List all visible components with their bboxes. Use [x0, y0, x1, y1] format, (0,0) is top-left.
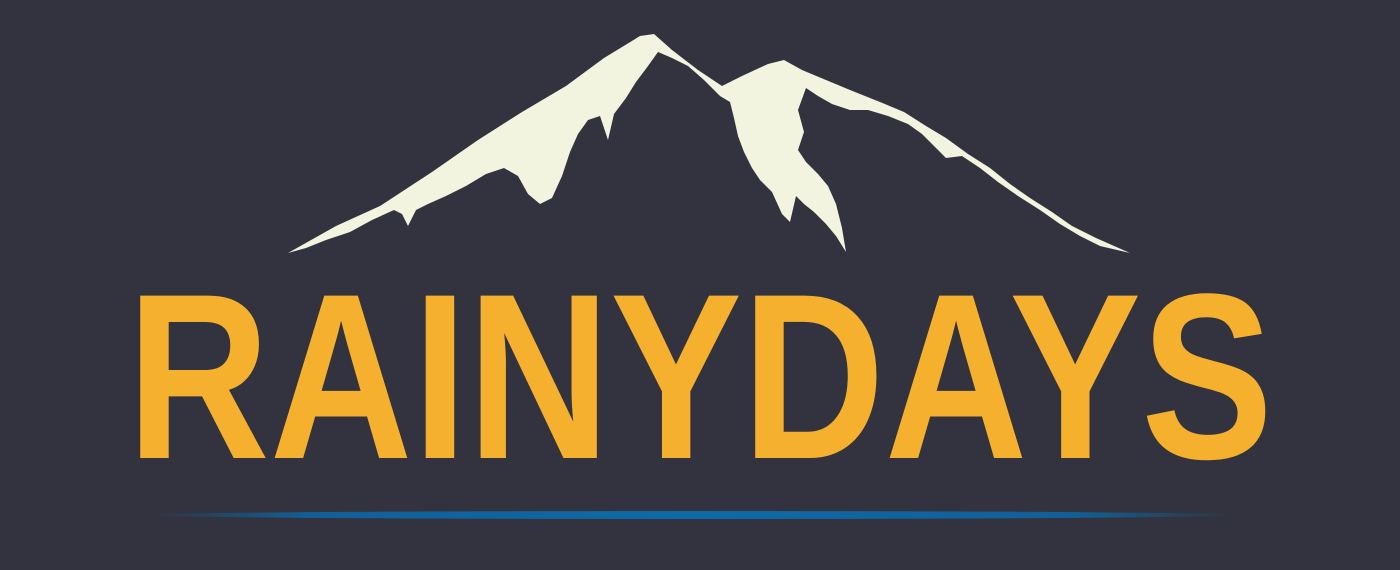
divider-line — [147, 511, 1237, 519]
brand-name: RAINYDAYS — [127, 245, 1273, 509]
